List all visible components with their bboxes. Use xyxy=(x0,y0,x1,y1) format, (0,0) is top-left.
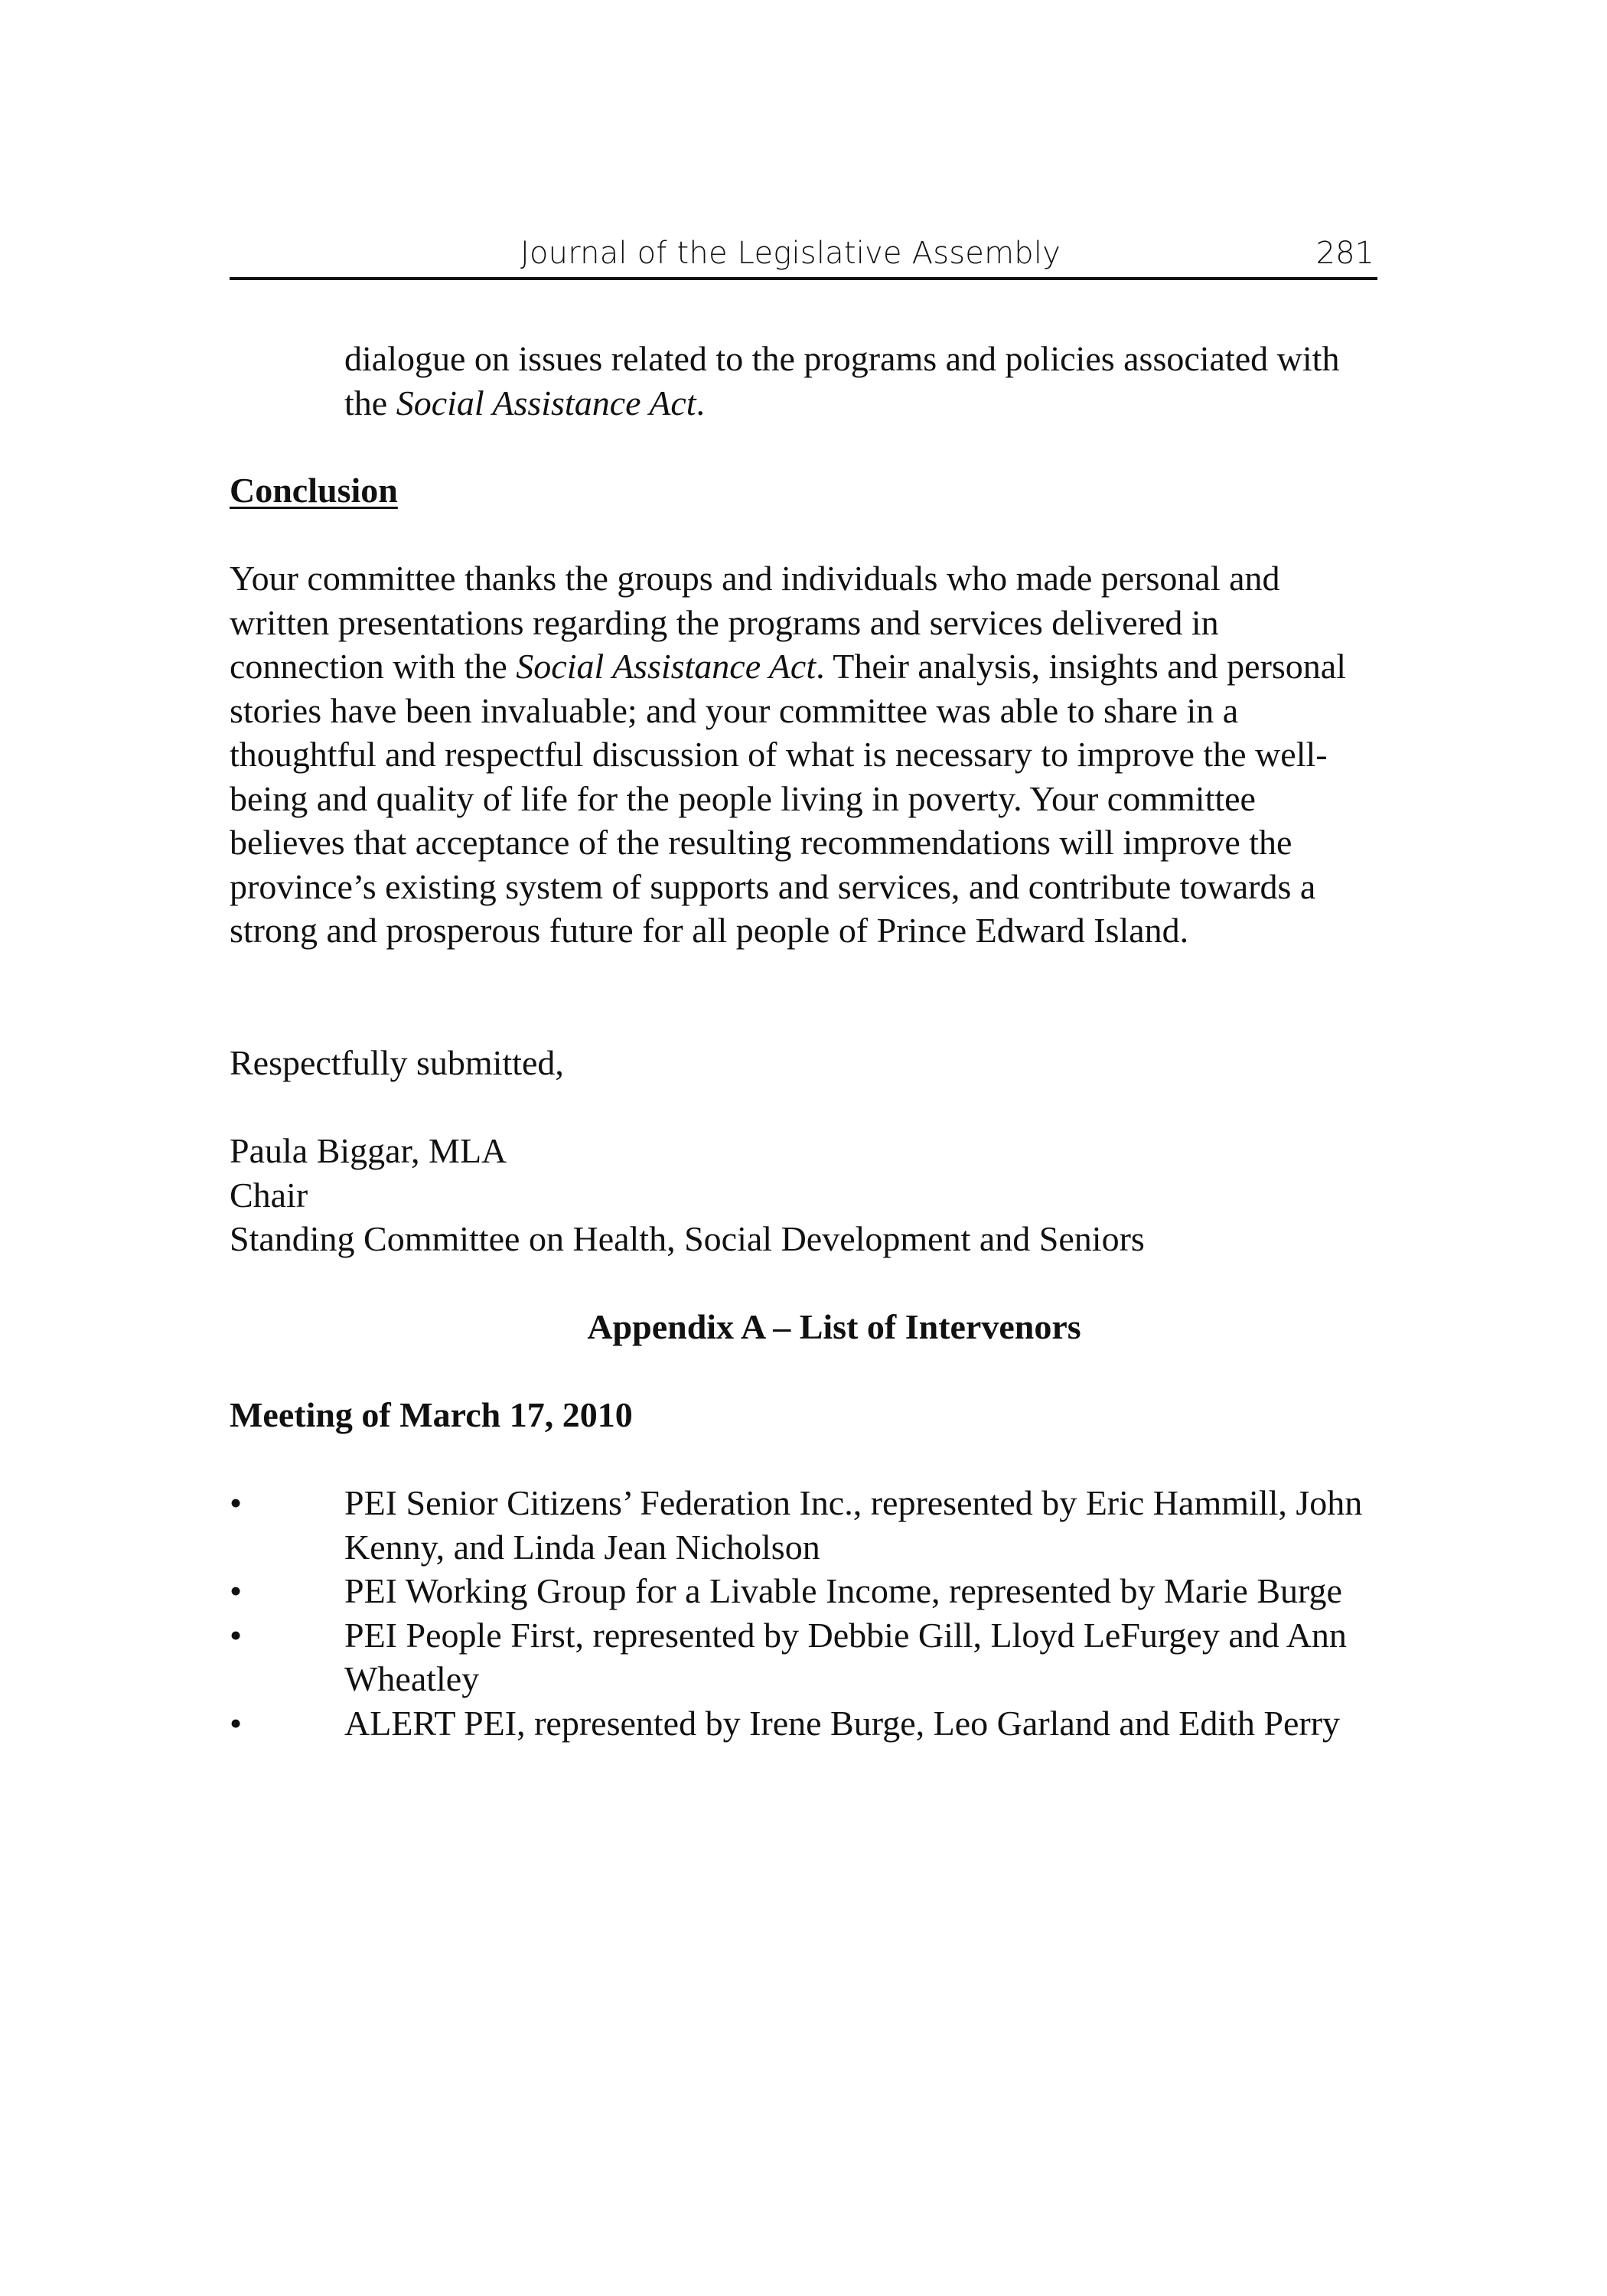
conclusion-text-end: . Their analysis, insights and personal stories have been invaluable; and your committee was able to share in a thoughtful and respectful discussion of what is necessary to improve the well-being and quality of life for the people living in poverty. Your committee believes that acceptance of the resulting recommendations will improve the province’s existing system of supports and services, and contribute towards a strong and prosperous future for all people of Prince Edward Island. xyxy=(230,647,1346,950)
signatory-name: Paula Biggar, MLA xyxy=(230,1131,507,1170)
intervenor-text: PEI Senior Citizens’ Federation Inc., represented by Eric Hammill, John Kenny, and Linda Jean Nicholson xyxy=(344,1483,1363,1567)
committee-name: Standing Committee on Health, Social Development and Seniors xyxy=(230,1219,1145,1258)
journal-title: Journal of the Legislative Assembly xyxy=(520,236,1061,271)
bullet-icon: • xyxy=(230,1571,243,1610)
bullet-icon: • xyxy=(230,1483,243,1522)
page-number: 281 xyxy=(1315,236,1374,271)
act-title: Social Assistance Act xyxy=(396,383,696,422)
continued-text-end: . xyxy=(696,383,706,422)
closing-line: Respectfully submitted, xyxy=(230,1043,564,1082)
conclusion-text-start: Your committee thanks the groups and individuals who made personal and written presentations regarding the programs and services delivered in connection with the xyxy=(230,559,1280,686)
list-item xyxy=(230,1701,1377,1746)
intervenor-text: PEI Working Group for a Livable Income, represented by Marie Burge xyxy=(344,1571,1342,1610)
act-title: Social Assistance Act xyxy=(516,647,817,686)
signatory-role: Chair xyxy=(230,1175,308,1215)
list-item xyxy=(230,1569,1377,1613)
list-item xyxy=(230,1613,1377,1701)
intervenor-text: ALERT PEI, represented by Irene Burge, Leo Garland and Edith Perry xyxy=(344,1703,1341,1743)
bullet-icon: • xyxy=(230,1703,243,1743)
running-header xyxy=(230,230,1377,280)
continued-text-start: dialogue on issues related to the programs and policies associated with the xyxy=(344,339,1340,422)
document-page xyxy=(230,0,1377,2296)
continued-paragraph xyxy=(344,337,1377,425)
intervenor-text: PEI People First, represented by Debbie Gill, Lloyd LeFurgey and Ann Wheatley xyxy=(344,1615,1347,1698)
signature-block xyxy=(230,1129,1377,1261)
conclusion-paragraph xyxy=(230,556,1377,953)
list-item xyxy=(230,1481,1377,1569)
conclusion-heading: Conclusion xyxy=(230,471,398,510)
meeting-heading: Meeting of March 17, 2010 xyxy=(230,1395,633,1434)
appendix-heading: Appendix A – List of Intervenors xyxy=(587,1307,1081,1346)
bullet-icon: • xyxy=(230,1615,243,1655)
intervenor-list xyxy=(230,1481,1377,1745)
